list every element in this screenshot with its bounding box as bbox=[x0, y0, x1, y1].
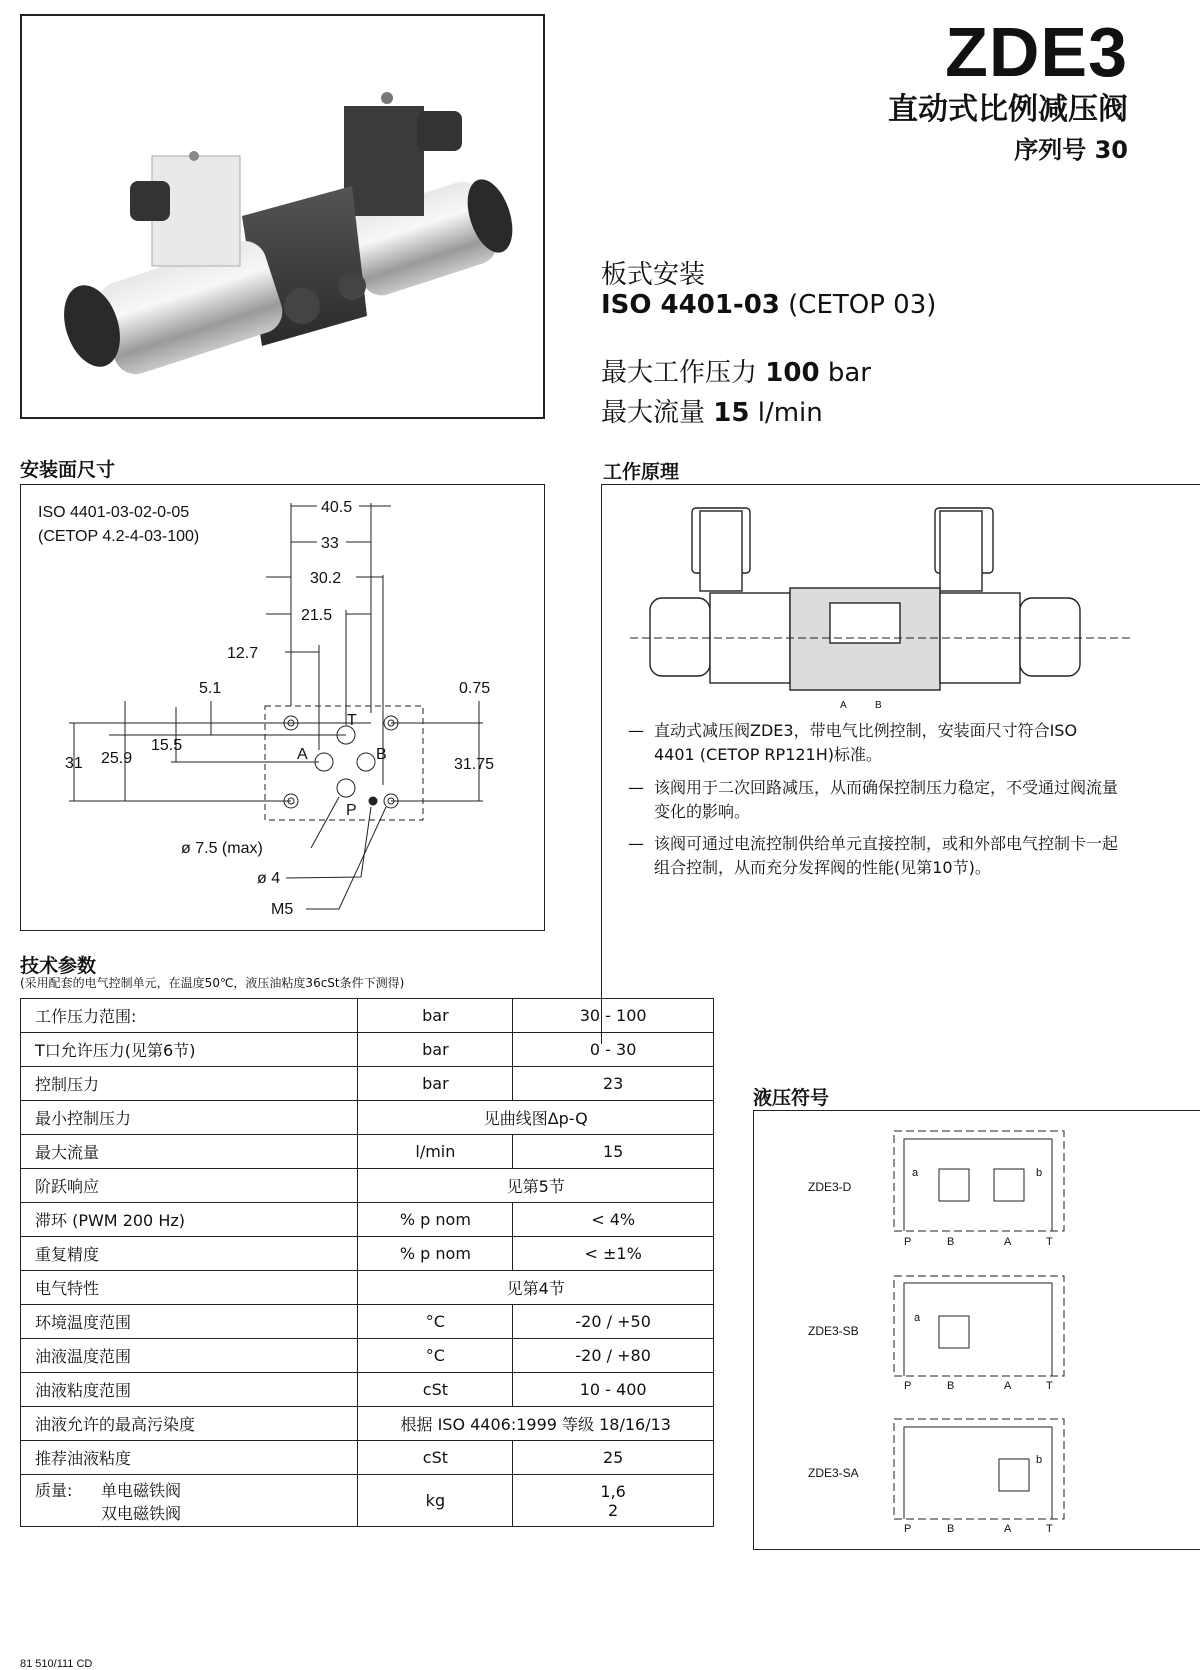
principle-bullet: — 直动式减压阀ZDE3，带电气比例控制，安装面尺寸符合ISO 4401 (CETOP RP121H)标准。 bbox=[628, 719, 1118, 767]
tech-row-value: 10 - 400 bbox=[513, 1373, 714, 1407]
dim-12-7: 12.7 bbox=[227, 645, 259, 662]
product-photo-frame bbox=[20, 14, 545, 419]
symbol-a-label: a bbox=[912, 1167, 919, 1179]
symbol-port: T bbox=[1046, 1523, 1053, 1535]
tech-row-label: 最大流量 bbox=[21, 1135, 358, 1169]
tech-row bbox=[21, 1169, 714, 1203]
tech-row-label: 控制压力 bbox=[21, 1067, 358, 1101]
section-port-a: A bbox=[840, 700, 847, 711]
tech-row-value: 0 - 30 bbox=[513, 1033, 714, 1067]
max-flow-line bbox=[601, 392, 823, 429]
tech-row bbox=[21, 1441, 714, 1475]
tech-row-unit: °C bbox=[358, 1305, 513, 1339]
tech-row-span: 见第5节 bbox=[358, 1169, 714, 1203]
symbol-port: P bbox=[904, 1380, 912, 1392]
hydraulic-section-title: 液压符号 bbox=[753, 1087, 830, 1109]
cetop-standard: (CETOP 03) bbox=[788, 290, 937, 320]
hydraulic-symbols-frame bbox=[753, 1110, 1200, 1550]
symbol-port: A bbox=[1004, 1523, 1012, 1535]
tech-row-unit: % p nom bbox=[358, 1237, 513, 1271]
tech-row-label: 滞环 (PWM 200 Hz) bbox=[21, 1203, 358, 1237]
tech-row-unit: °C bbox=[358, 1339, 513, 1373]
dim-15-5: 15.5 bbox=[151, 737, 183, 754]
tech-row bbox=[21, 1203, 714, 1237]
series-line bbox=[1014, 130, 1128, 165]
tech-row bbox=[21, 1033, 714, 1067]
symbol-port: P bbox=[904, 1236, 912, 1248]
dim-5-1: 5.1 bbox=[199, 680, 222, 697]
max-flow-unit: l/min bbox=[757, 398, 823, 428]
symbol-port: A bbox=[1004, 1236, 1012, 1248]
series-label: 序列号 bbox=[1014, 136, 1087, 164]
section-port-b: B bbox=[875, 700, 882, 711]
pin-callout: ø 4 bbox=[257, 870, 281, 887]
mounting-type: 板式安装 bbox=[601, 260, 706, 290]
mounting-section-title: 安装面尺寸 bbox=[20, 459, 116, 481]
hole-callout: ø 7.5 (max) bbox=[181, 840, 263, 857]
tech-row-span: 见曲线图Δp-Q bbox=[358, 1101, 714, 1135]
model-title: ZDE3 bbox=[945, 13, 1128, 91]
tech-row bbox=[21, 1305, 714, 1339]
symbol-name: ZDE3-SB bbox=[808, 1324, 859, 1338]
symbol-name: ZDE3-D bbox=[808, 1180, 852, 1194]
tech-row bbox=[21, 1067, 714, 1101]
dim-25-9: 25.9 bbox=[101, 750, 133, 767]
tech-row-unit: bar bbox=[358, 999, 513, 1033]
tech-row-label: 油液粘度范围 bbox=[21, 1373, 358, 1407]
tech-row-label: 油液温度范围 bbox=[21, 1339, 358, 1373]
tech-row bbox=[21, 1271, 714, 1305]
product-subtitle: 直动式比例减压阀 bbox=[888, 92, 1128, 127]
symbol-port: T bbox=[1046, 1236, 1053, 1248]
dim-31: 31 bbox=[65, 755, 83, 772]
doc-code: 81 510/111 CD bbox=[20, 1658, 93, 1670]
tech-row-unit: bar bbox=[358, 1067, 513, 1101]
iso-line bbox=[601, 290, 936, 320]
iso-standard: ISO 4401-03 bbox=[601, 290, 780, 320]
tech-row bbox=[21, 1373, 714, 1407]
tech-row-mass bbox=[21, 1475, 714, 1527]
tech-row-unit: % p nom bbox=[358, 1203, 513, 1237]
principle-bullet-text: 该阀可通过电流控制供给单元直接控制，或和外部电气控制卡一起组合控制，从而充分发挥阀的性能(见第10节)。 bbox=[654, 834, 1119, 877]
tech-row-label: 油液允许的最高污染度 bbox=[21, 1407, 358, 1441]
symbol-port: B bbox=[947, 1523, 955, 1535]
tech-row-value: -20 / +80 bbox=[513, 1339, 714, 1373]
tech-data-table bbox=[20, 998, 714, 1527]
port-t-label: T bbox=[347, 712, 357, 729]
principle-section-title: 工作原理 bbox=[603, 461, 680, 483]
tech-section-title: 技术参数 bbox=[20, 955, 97, 977]
tech-row bbox=[21, 999, 714, 1033]
tech-row-span: 根据 ISO 4406:1999 等级 18/16/13 bbox=[358, 1407, 714, 1441]
mass-value-single: 1,6 bbox=[600, 1481, 626, 1501]
mass-value-double: 2 bbox=[608, 1500, 619, 1520]
dim-40-5: 40.5 bbox=[321, 499, 353, 516]
std-line-2: (CETOP 4.2-4-03-100) bbox=[38, 528, 200, 545]
tech-row-label: 阶跃响应 bbox=[21, 1169, 358, 1203]
port-p-label: P bbox=[346, 802, 357, 819]
port-a-label: A bbox=[297, 746, 308, 763]
tech-row-label: 最小控制压力 bbox=[21, 1101, 358, 1135]
tech-row-unit: cSt bbox=[358, 1373, 513, 1407]
tech-row-value: < 4% bbox=[513, 1203, 714, 1237]
tech-row-span: 见第4节 bbox=[358, 1271, 714, 1305]
tech-row-unit: cSt bbox=[358, 1441, 513, 1475]
tech-row bbox=[21, 1101, 714, 1135]
dim-31-75: 31.75 bbox=[454, 756, 495, 773]
max-pressure-line bbox=[601, 352, 871, 389]
tech-row bbox=[21, 1407, 714, 1441]
port-b-label: B bbox=[376, 746, 387, 763]
mass-label: 质量: bbox=[35, 1480, 73, 1500]
symbol-port: P bbox=[904, 1523, 912, 1535]
series-number: 30 bbox=[1094, 136, 1128, 164]
tech-row bbox=[21, 1237, 714, 1271]
tech-row-value: -20 / +50 bbox=[513, 1305, 714, 1339]
valve-section-drawing bbox=[630, 503, 1130, 718]
mounting-diagram bbox=[21, 485, 543, 929]
tech-row-value: 25 bbox=[513, 1441, 714, 1475]
principle-bullet-text: 直动式减压阀ZDE3，带电气比例控制，安装面尺寸符合ISO 4401 (CETOP RP121H)标准。 bbox=[654, 721, 1078, 764]
tech-row-label: T口允许压力(见第6节) bbox=[21, 1033, 358, 1067]
symbol-name: ZDE3-SA bbox=[808, 1466, 859, 1480]
tech-row-label: 工作压力范围: bbox=[21, 999, 358, 1033]
dim-0-75: 0.75 bbox=[459, 680, 491, 697]
principle-bullet-text: 该阀用于二次回路减压，从而确保控制压力稳定，不受通过阀流量变化的影响。 bbox=[654, 778, 1119, 821]
dim-33: 33 bbox=[321, 535, 339, 552]
mass-single: 单电磁铁阀 bbox=[101, 1480, 182, 1500]
symbol-port: B bbox=[947, 1380, 955, 1392]
principle-bullet: — 该阀用于二次回路减压，从而确保控制压力稳定，不受通过阀流量变化的影响。 bbox=[628, 776, 1118, 824]
dim-30-2: 30.2 bbox=[310, 570, 342, 587]
tech-row-label: 重复精度 bbox=[21, 1237, 358, 1271]
hydraulic-symbols bbox=[754, 1111, 1200, 1547]
tech-row-value: 23 bbox=[513, 1067, 714, 1101]
symbol-a-label: a bbox=[914, 1312, 921, 1324]
tech-row-value: 15 bbox=[513, 1135, 714, 1169]
max-flow-label: 最大流量 bbox=[601, 398, 706, 428]
mounting-dimensions-drawing bbox=[20, 484, 545, 931]
max-pressure-unit: bar bbox=[827, 358, 871, 388]
tech-row-unit: l/min bbox=[358, 1135, 513, 1169]
tech-row bbox=[21, 1339, 714, 1373]
symbol-port: B bbox=[947, 1236, 955, 1248]
tech-row-value: < ±1% bbox=[513, 1237, 714, 1271]
dim-21-5: 21.5 bbox=[301, 607, 333, 624]
symbol-b-label: b bbox=[1036, 1167, 1043, 1179]
tech-row-unit: bar bbox=[358, 1033, 513, 1067]
mass-double: 双电磁铁阀 bbox=[101, 1503, 182, 1523]
tech-row-label: 环境温度范围 bbox=[21, 1305, 358, 1339]
tech-row-value: 30 - 100 bbox=[513, 999, 714, 1033]
symbol-port: T bbox=[1046, 1380, 1053, 1392]
mass-unit: kg bbox=[358, 1475, 513, 1527]
tech-row bbox=[21, 1135, 714, 1169]
tech-row-label: 推荐油液粘度 bbox=[21, 1441, 358, 1475]
max-flow-value: 15 bbox=[713, 398, 750, 428]
principle-bullet: — 该阀可通过电流控制供给单元直接控制，或和外部电气控制卡一起组合控制，从而充分发挥阀的性能(见第10节)。 bbox=[628, 832, 1118, 880]
symbol-port: A bbox=[1004, 1380, 1012, 1392]
max-pressure-value: 100 bbox=[765, 358, 820, 388]
symbol-b-label: b bbox=[1036, 1454, 1043, 1466]
thread-callout: M5 bbox=[271, 901, 294, 918]
tech-note: (采用配套的电气控制单元，在温度50℃，液压油粘度36cSt条件下测得) bbox=[20, 976, 405, 990]
tech-row-label: 电气特性 bbox=[21, 1271, 358, 1305]
max-pressure-label: 最大工作压力 bbox=[601, 358, 758, 388]
valve-photo bbox=[22, 16, 543, 417]
std-line-1: ISO 4401-03-02-0-05 bbox=[38, 504, 190, 521]
